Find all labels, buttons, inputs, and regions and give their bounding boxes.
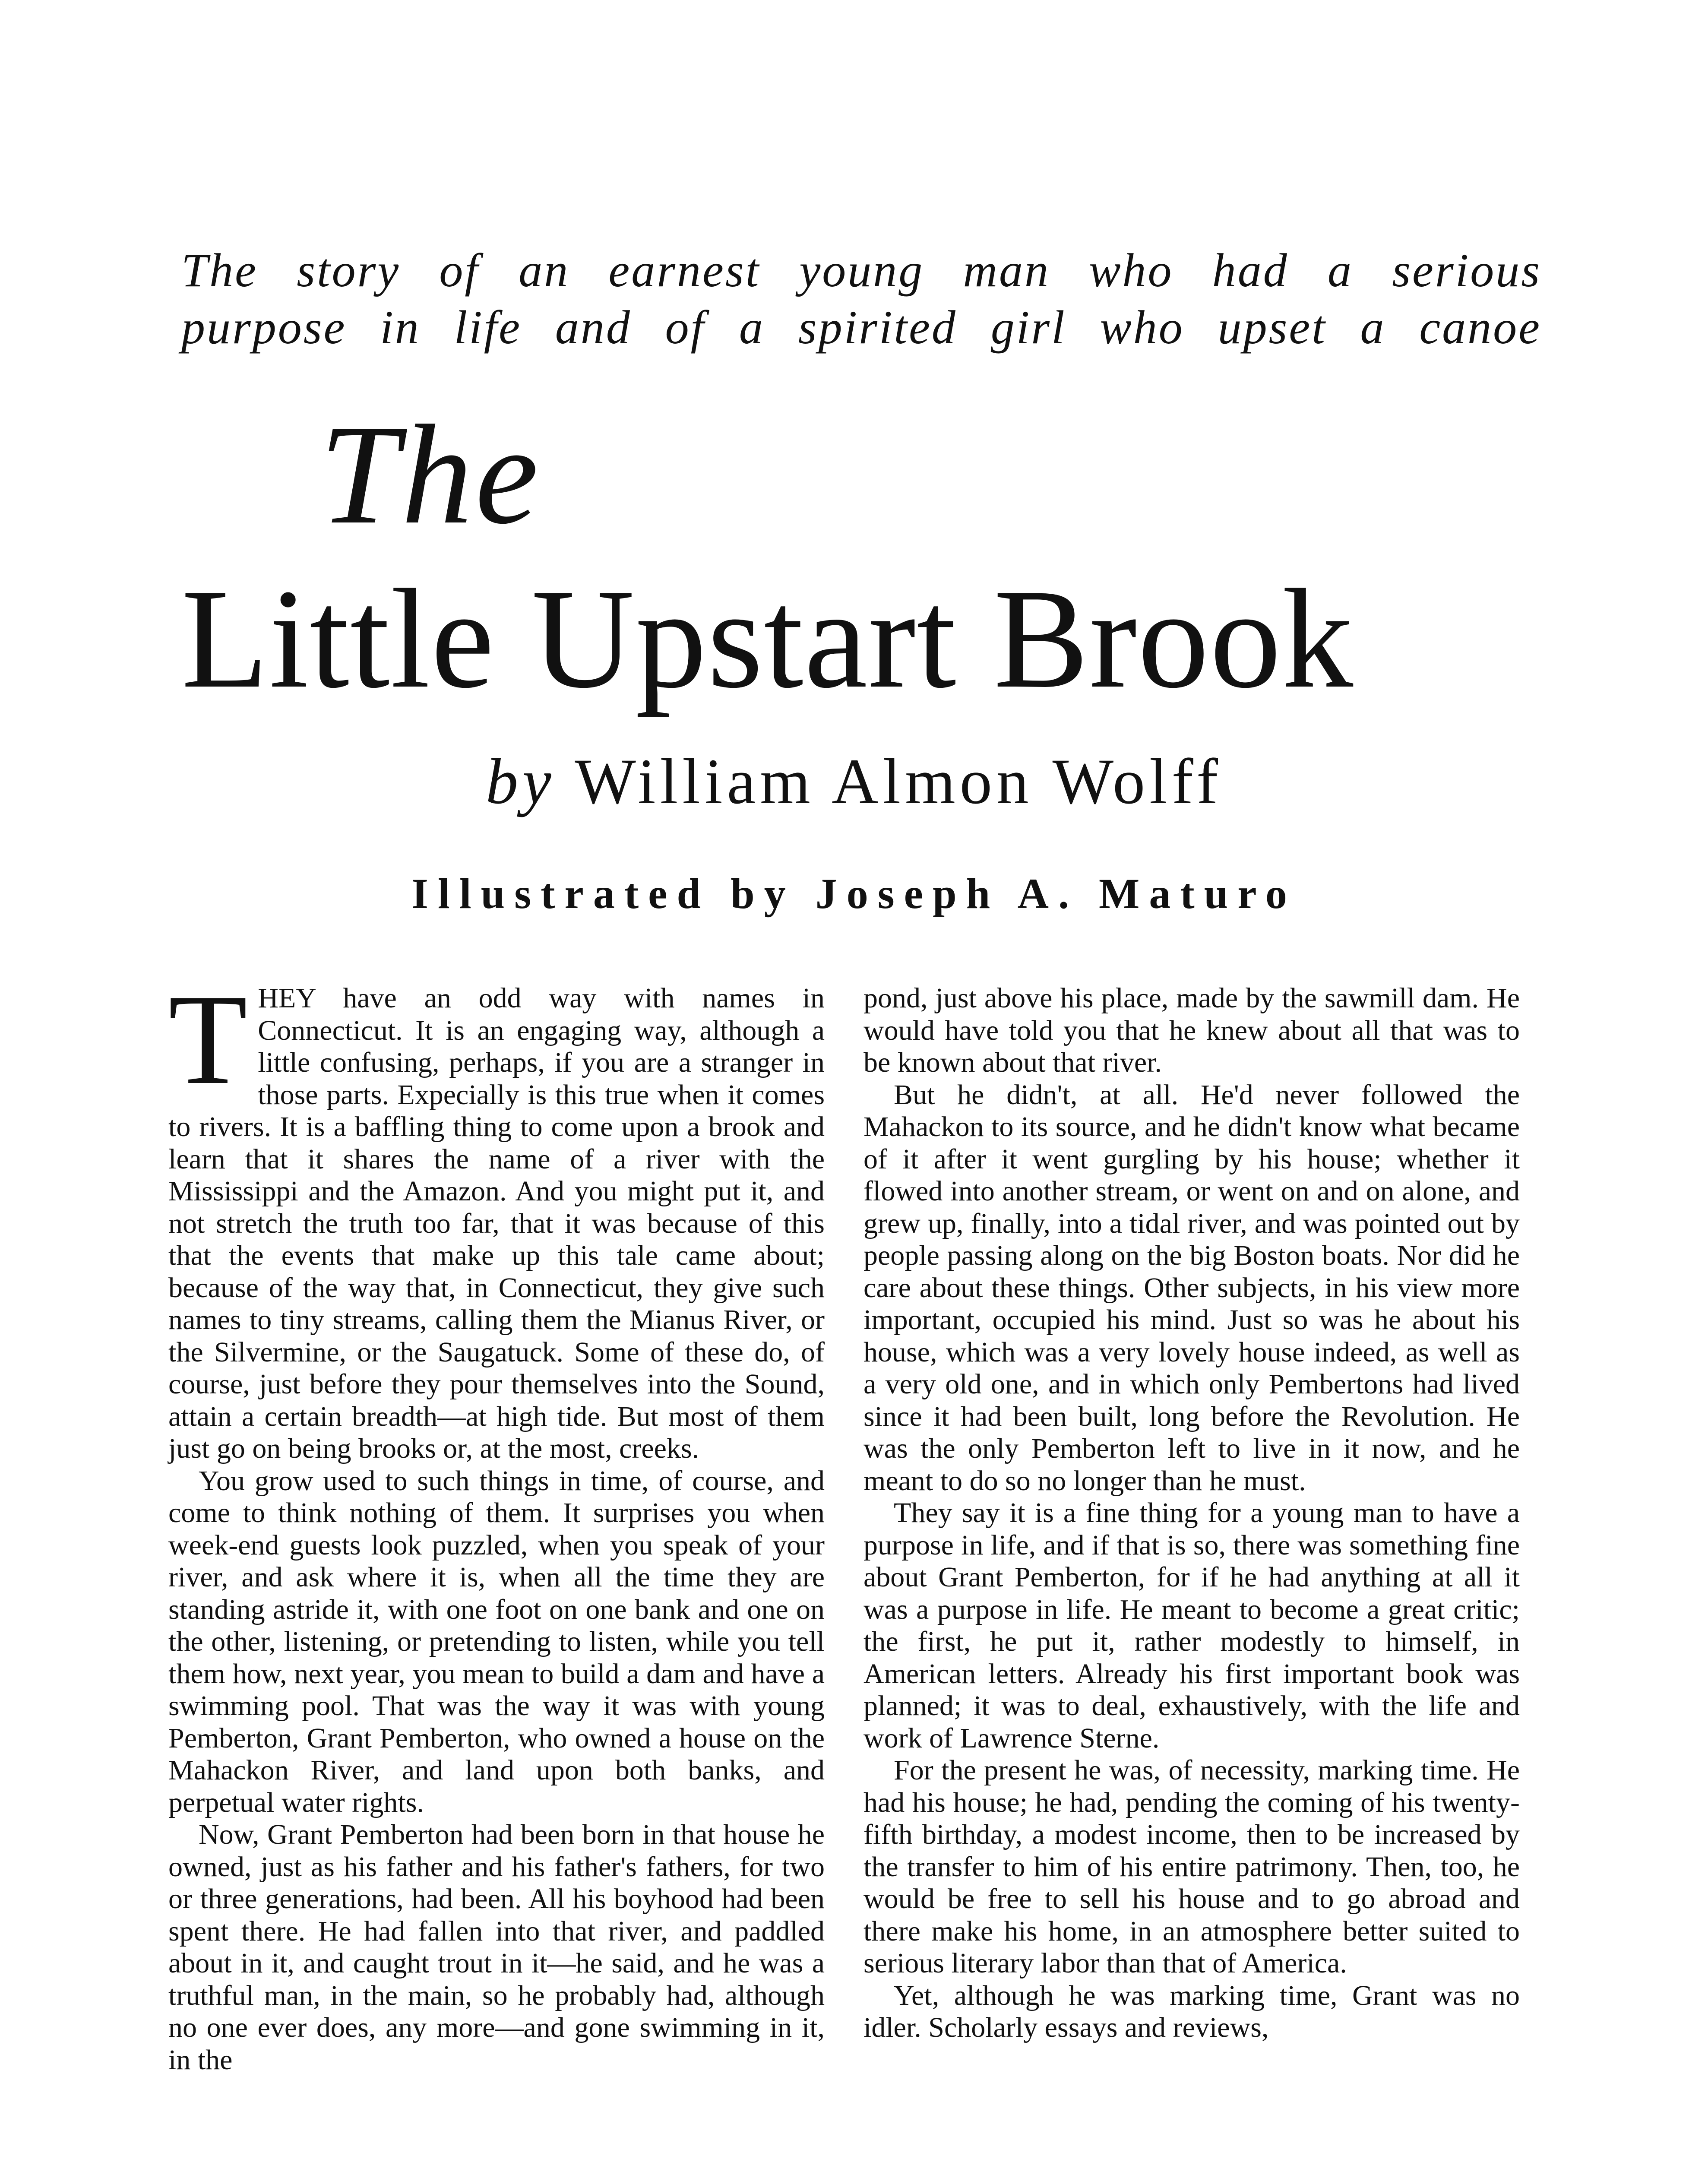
title-line-2: Little Upstart Brook [181,560,1354,718]
author-byline [0,743,1708,820]
deck-line-1: The story of an earnest young man who had a serious [181,244,1541,297]
article-paragraph: pond, just above his place, made by the sawmill dam. He would have told you that he knew about all that was to be known about that river. [863,982,1520,1078]
author-name: William Almon Wolff [575,746,1223,817]
article-paragraph: They say it is a fine thing for a young man to have a purpose in life, and if that is so, there was something fine about Grant Pemberton, for if he had anything at all it was a purpose in life. He meant to become a great critic; the first, he put it, rather modestly to himself, in American letters. Already his first important book was planned; it was to deal, exhaustively, with the life and work of Lawrence Sterne. [863,1497,1520,1754]
article-paragraph: You grow used to such things in time, of course, and come to think nothing of them. It surprises you when week-end guests look puzzled, when you speak of your river, and ask where it is, when all the time they are standing astride it, with one foot on one bank and one on the other, listening, or pretending to listen, while you tell them how, next year, you mean to build a dam and have a swimming pool. That was the way it was with young Pemberton, Grant Pemberton, who owned a house on the Mahackon River, and land upon both banks, and perpetual water rights. [168,1465,825,1818]
article-paragraph: THEY have an odd way with names in Connecticut. It is an engaging way, although a little confusing, perhaps, if you are a stranger in those parts. Expecially is this true when it comes to rivers. It is a baffling thing to come upon a brook and learn that it shares the name of a river with the Mississippi and the Amazon. And you might put it, and not stretch the truth too far, that it was because of this that the events that make up this tale came about; because of the way that, in Connecticut, they give such names to tiny streams, calling them the Mianus River, or the Silvermine, or the Saugatuck. Some of these do, of course, just before they pour themselves into the Sound, attain a certain breadth—at high tide. But most of them just go on being brooks or, at the most, creeks. [168,968,825,1464]
article-body [168,968,1520,2159]
article-paragraph: Yet, although he was marking time, Grant was no idler. Scholarly essays and reviews, [863,1979,1520,2043]
story-deck [181,242,1541,356]
byline-by: by [485,746,556,817]
article-column-1 [168,968,825,2159]
article-column-2 [863,982,1520,2159]
article-paragraph: For the present he was, of necessity, marking time. He had his house; he had, pending the coming of his twenty-fifth birthday, a modest income, then to be increased by the transfer to him of his entire patrimony. Then, too, he would be free to sell his house and to go abroad and there make his home, in an atmosphere better suited to serious literary labor than that of America. [863,1754,1520,1979]
article-paragraph: But he didn't, at all. He'd never followed the Mahackon to its source, and he didn't know what became of it after it went gurgling by his house; whether it flowed into another stream, or went on and on alone, and grew up, finally, into a tidal river, and was pointed out by people passing along on the big Boston boats. Nor did he care about these things. Other subjects, in his view more important, occupied his mind. Just so was he about his house, which was a very lovely house indeed, as well as a very old one, and in which only Pembertons had lived since it had been built, long before the Revolution. He was the only Pemberton left to live in it now, and he meant to do so no longer than he must. [863,1079,1520,1497]
article-paragraph: Now, Grant Pemberton had been born in that house he owned, just as his father and his father's fathers, for two or three generations, had been. All his boyhood had been spent there. He had fallen into that river, and paddled about in it, and caught trout in it—he said, and he was a truthful man, in the main, so he probably had, although no one ever does, any more—and gone swimming in it, in the [168,1819,825,2076]
illustrator-credit: Illustrated by Joseph A. Maturo [411,870,1297,918]
title-line-1: The [319,396,541,554]
deck-line-2: purpose in life and of a spirited girl who upset a canoe [181,301,1541,354]
drop-cap: T [168,968,248,1111]
